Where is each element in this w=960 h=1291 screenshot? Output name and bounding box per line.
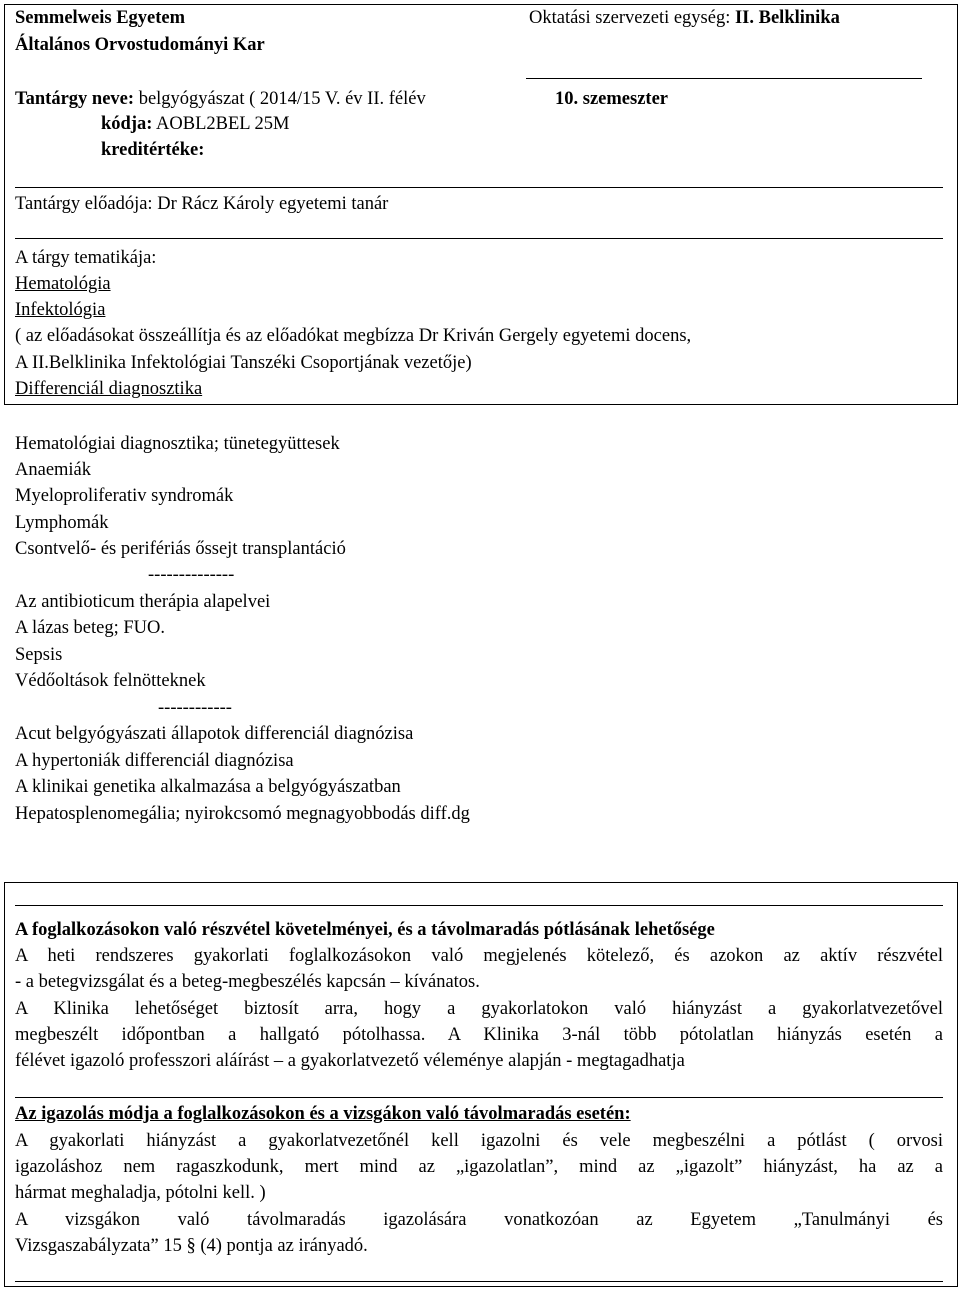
attendance-para2-line3: félévet igazoló professzori aláírást – a gyakorlatvezető véleménye alapján - megtagadhatja: [15, 1051, 685, 1071]
subject-code-label: kódja:: [101, 114, 153, 134]
justification-heading: Az igazolás módja a foglalkozásokon és a vizsgákon való távolmaradás esetén:: [15, 1104, 631, 1124]
thematics-hematology: Hematológia: [15, 274, 111, 294]
topic-item: Az antibioticum therápia alapelvei: [15, 592, 271, 612]
unit-label: Oktatási szervezeti egység:: [529, 8, 731, 28]
subject-code-line: [101, 112, 289, 136]
thematics-note-line-1: ( az előadásokat összeállítja és az előadókat megbízza Dr Kriván Gergely egyetemi docens,: [15, 326, 692, 346]
justification-para1-line1: A gyakorlati hiányzást a gyakorlatvezetőnél kell igazolni és vele megbeszélni a pótlást ( orvosi: [15, 1131, 943, 1151]
university-name: Semmelweis Egyetem: [15, 8, 186, 28]
topic-item: Lymphomák: [15, 513, 109, 533]
topic-item: A lázas beteg; FUO.: [15, 618, 166, 638]
justification-para2-line1: A vizsgákon való távolmaradás igazolására vonatkozóan az Egyetem „Tanulmányi és: [15, 1210, 943, 1230]
subject-name-value: belgyógyászat ( 2014/15 V. év II. félév: [138, 89, 426, 109]
topic-item: Védőoltások felnötteknek: [15, 671, 206, 691]
attendance-para1-line1: A heti rendszeres gyakorlati foglalkozásokon való megjelenés kötelező, és azokon az aktív részvétel: [15, 946, 943, 966]
subject-code-value: AOBL2BEL 25M: [156, 114, 290, 134]
lecturer-label: Tantárgy előadója:: [15, 194, 153, 214]
attendance-rule: [15, 1097, 943, 1098]
topic-item: Acut belgyógyászati állapotok differenciál diagnózisa: [15, 724, 414, 744]
thematics-heading: A tárgy tematikája:: [15, 248, 157, 268]
lecturer-value: Dr Rácz Károly egyetemi tanár: [157, 194, 389, 214]
attendance-para1-line2: - a betegvizsgálat és a beteg-megbeszélés kapcsán – kívánatos.: [15, 972, 480, 992]
credit-label: kreditértéke:: [101, 140, 205, 160]
thematics-differential-diagnostics: Differenciál diagnosztika: [15, 379, 203, 399]
justification-para1-line2: igazoláshoz nem ragaszkodunk, mert mind az „igazolatlan”, mind az „igazolt” hiányzást, ha az a: [15, 1157, 943, 1177]
topic-item: A klinikai genetika alkalmazása a belgyógyászatban: [15, 777, 401, 797]
faculty-name: Általános Orvostudományi Kar: [15, 35, 265, 55]
topic-item: Hematológiai diagnosztika; tünetegyüttesek: [15, 434, 340, 454]
topic-separator: ------------: [158, 698, 232, 718]
topic-item: Anaemiák: [15, 460, 92, 480]
attendance-para2-line2: megbeszélt időpontban a hallgató pótolhassa. A Klinika 3-nál több pótolatlan hiányzás esetén a: [15, 1025, 943, 1045]
unit-value: II. Belklinika: [734, 8, 840, 28]
rule-after-credit: [15, 187, 943, 188]
justification-rule: [15, 1281, 943, 1282]
subject-name-label: Tantárgy neve:: [15, 89, 135, 109]
thematics-infectology: Infektológia: [15, 300, 106, 320]
topic-item: Sepsis: [15, 645, 63, 665]
thematics-note-line-2: A II.Belklinika Infektológiai Tanszéki Csoportjának vezetője): [15, 353, 472, 373]
header-rule: [526, 78, 922, 79]
unit-line: [529, 6, 840, 30]
topic-item: Csontvelő- és perifériás őssejt transplantáció: [15, 539, 346, 559]
topic-item: Hepatosplenomegália; nyirokcsomó megnagyobbodás diff.dg: [15, 804, 470, 824]
topic-item: Myeloproliferativ syndromák: [15, 486, 234, 506]
topic-item: A hypertoniák differenciál diagnózisa: [15, 751, 294, 771]
subject-name-line: [15, 87, 426, 111]
lecturer-line: [15, 192, 388, 216]
justification-para1-line3: hármat meghaladja, pótolni kell. ): [15, 1183, 266, 1203]
topic-separator: --------------: [148, 565, 235, 585]
semester: 10. szemeszter: [555, 89, 668, 109]
justification-para2-line2: Vizsgaszabályzata” 15 § (4) pontja az irányadó.: [15, 1236, 368, 1256]
rule-after-lecturer: [15, 238, 943, 239]
attendance-heading: A foglalkozásokon való részvétel követelményei, és a távolmaradás pótlásának lehetősége: [15, 920, 715, 940]
requirements-top-rule: [15, 905, 943, 906]
attendance-para2-line1: A Klinika lehetőséget biztosít arra, hogy a gyakorlatokon való hiányzást a gyakorlatvezetővel: [15, 999, 943, 1019]
